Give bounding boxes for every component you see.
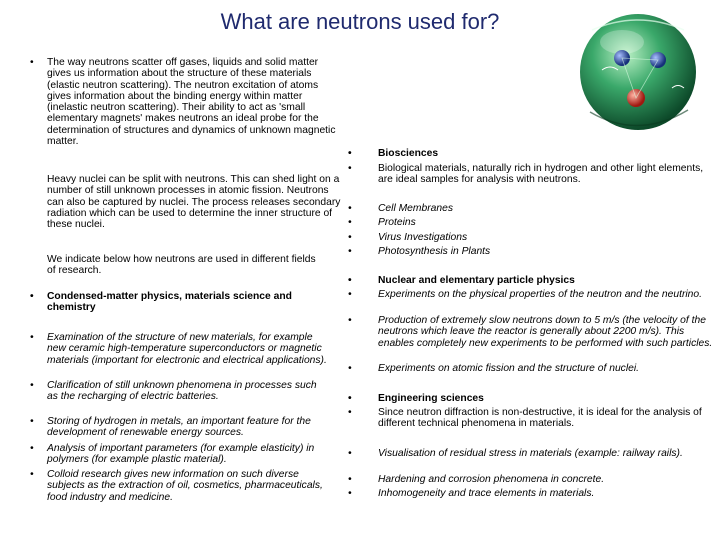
heading-text: Condensed-matter physics, materials science and chemistry bbox=[47, 291, 292, 314]
bullet: • bbox=[348, 203, 352, 214]
bullet: • bbox=[348, 448, 352, 459]
bullet: • bbox=[348, 163, 352, 174]
bullet: • bbox=[30, 57, 34, 68]
list-item-text: Production of extremely slow neutrons down to 5 m/s (the velocity of the neutrons which leave the reactor is generally about 2200 m/s). This enables completely new experiments to be performed with such particles. bbox=[378, 315, 713, 349]
list-item bbox=[30, 416, 335, 439]
bullet: • bbox=[348, 246, 352, 257]
list-item bbox=[348, 448, 718, 459]
bullet: • bbox=[348, 148, 352, 159]
list-item-text: Virus Investigations bbox=[378, 232, 468, 243]
engineering-heading bbox=[348, 393, 718, 404]
bullet: • bbox=[348, 407, 352, 418]
heading-text: Nuclear and elementary particle physics bbox=[378, 275, 575, 286]
heading-text: Biosciences bbox=[378, 148, 439, 159]
bullet: • bbox=[348, 315, 352, 326]
list-item-text: Colloid research gives new information on such diverse subjects as the extraction of oil, cosmetics, pharmaceuticals, food industry and medicine. bbox=[47, 469, 323, 503]
list-item bbox=[348, 246, 718, 257]
list-item bbox=[30, 443, 339, 466]
bullet: • bbox=[30, 469, 34, 480]
paragraph-text: Biological materials, naturally rich in hydrogen and other light elements, are ideal samples for analysis with neutrons. bbox=[378, 163, 704, 186]
biosciences-heading bbox=[348, 148, 718, 159]
nuclear-heading bbox=[348, 275, 718, 286]
paragraph-text: Since neutron diffraction is non-destructive, it is ideal for the analysis of different technical phenomena in materials. bbox=[378, 407, 702, 430]
list-item-text: Experiments on atomic fission and the structure of nuclei. bbox=[378, 363, 639, 374]
bullet: • bbox=[348, 474, 352, 485]
list-item-text: Visualisation of residual stress in materials (example: railway rails). bbox=[378, 448, 683, 459]
list-item bbox=[348, 474, 718, 485]
slide-title: What are neutrons used for? bbox=[220, 9, 500, 34]
list-item-text: Inhomogeneity and trace elements in materials. bbox=[378, 488, 595, 499]
intro-paragraph-2 bbox=[30, 174, 345, 230]
list-item-text: Photosynthesis in Plants bbox=[378, 246, 491, 257]
intro-text-2: Heavy nuclei can be split with neutrons. This can shed light on a number of still unknown processes in atomic fission. Neutrons can also be captured by nuclei. The process releases secondary radiation which can be used to determine the inner structure of these nuclei. bbox=[47, 174, 341, 231]
biosciences-text bbox=[348, 163, 718, 186]
list-item bbox=[30, 380, 317, 403]
bullet: • bbox=[348, 232, 352, 243]
engineering-text bbox=[348, 407, 718, 430]
list-item-text: Examination of the structure of new materials, for example new ceramic high-temperature superconductors or magnetic materials (important for electronic and electrical applications). bbox=[47, 332, 327, 366]
list-item-text: Analysis of important parameters (for example elasticity) in polymers (for example plastic material). bbox=[47, 443, 315, 466]
list-item bbox=[30, 332, 327, 366]
bullet: • bbox=[348, 275, 352, 286]
bullet: • bbox=[30, 332, 34, 343]
neutron-sphere bbox=[580, 14, 696, 130]
list-item-text: Experiments on the physical properties of the neutron and the neutrino. bbox=[378, 289, 702, 300]
intro-paragraph-1 bbox=[30, 57, 337, 147]
bullet: • bbox=[348, 217, 352, 228]
bullet: • bbox=[348, 393, 352, 404]
neutron-illustration bbox=[572, 0, 710, 148]
list-item bbox=[348, 363, 718, 374]
list-item bbox=[30, 469, 337, 503]
list-item bbox=[348, 217, 718, 228]
list-item-text: Storing of hydrogen in metals, an important feature for the development of renewable energy sources. bbox=[47, 416, 311, 439]
list-item-text: Hardening and corrosion phenomena in concrete. bbox=[378, 474, 605, 485]
list-item bbox=[348, 488, 718, 499]
intro-text-3: We indicate below how neutrons are used in different fields of research. bbox=[47, 254, 316, 277]
bullet: • bbox=[30, 416, 34, 427]
list-item bbox=[348, 203, 718, 214]
list-item-text: Clarification of still unknown phenomena in processes such as the recharging of electric batteries. bbox=[47, 380, 317, 403]
bullet: • bbox=[30, 380, 34, 391]
bullet: • bbox=[30, 443, 34, 454]
list-item bbox=[348, 315, 718, 349]
intro-text-1: The way neutrons scatter off gases, liquids and solid matter gives us information about the structure of these materials (elastic neutron scattering). The neutron excitation of atoms gives information about the binding energy within matter (inelastic neutron scattering). Their ability to act as 'small elementary magnets' makes neutrons an ideal probe for the determination of structures and dynamics of unknown magnetic matter. bbox=[47, 57, 336, 148]
list-item-text: Cell Membranes bbox=[378, 203, 453, 214]
bullet: • bbox=[348, 488, 352, 499]
list-item bbox=[348, 232, 718, 243]
bullet: • bbox=[348, 289, 352, 300]
intro-paragraph-3 bbox=[30, 254, 317, 277]
condensed-matter-heading bbox=[30, 291, 337, 314]
bullet: • bbox=[348, 363, 352, 374]
list-item-text: Proteins bbox=[378, 217, 416, 228]
heading-text: Engineering sciences bbox=[378, 393, 484, 404]
bullet: • bbox=[30, 291, 34, 302]
list-item bbox=[348, 289, 718, 300]
